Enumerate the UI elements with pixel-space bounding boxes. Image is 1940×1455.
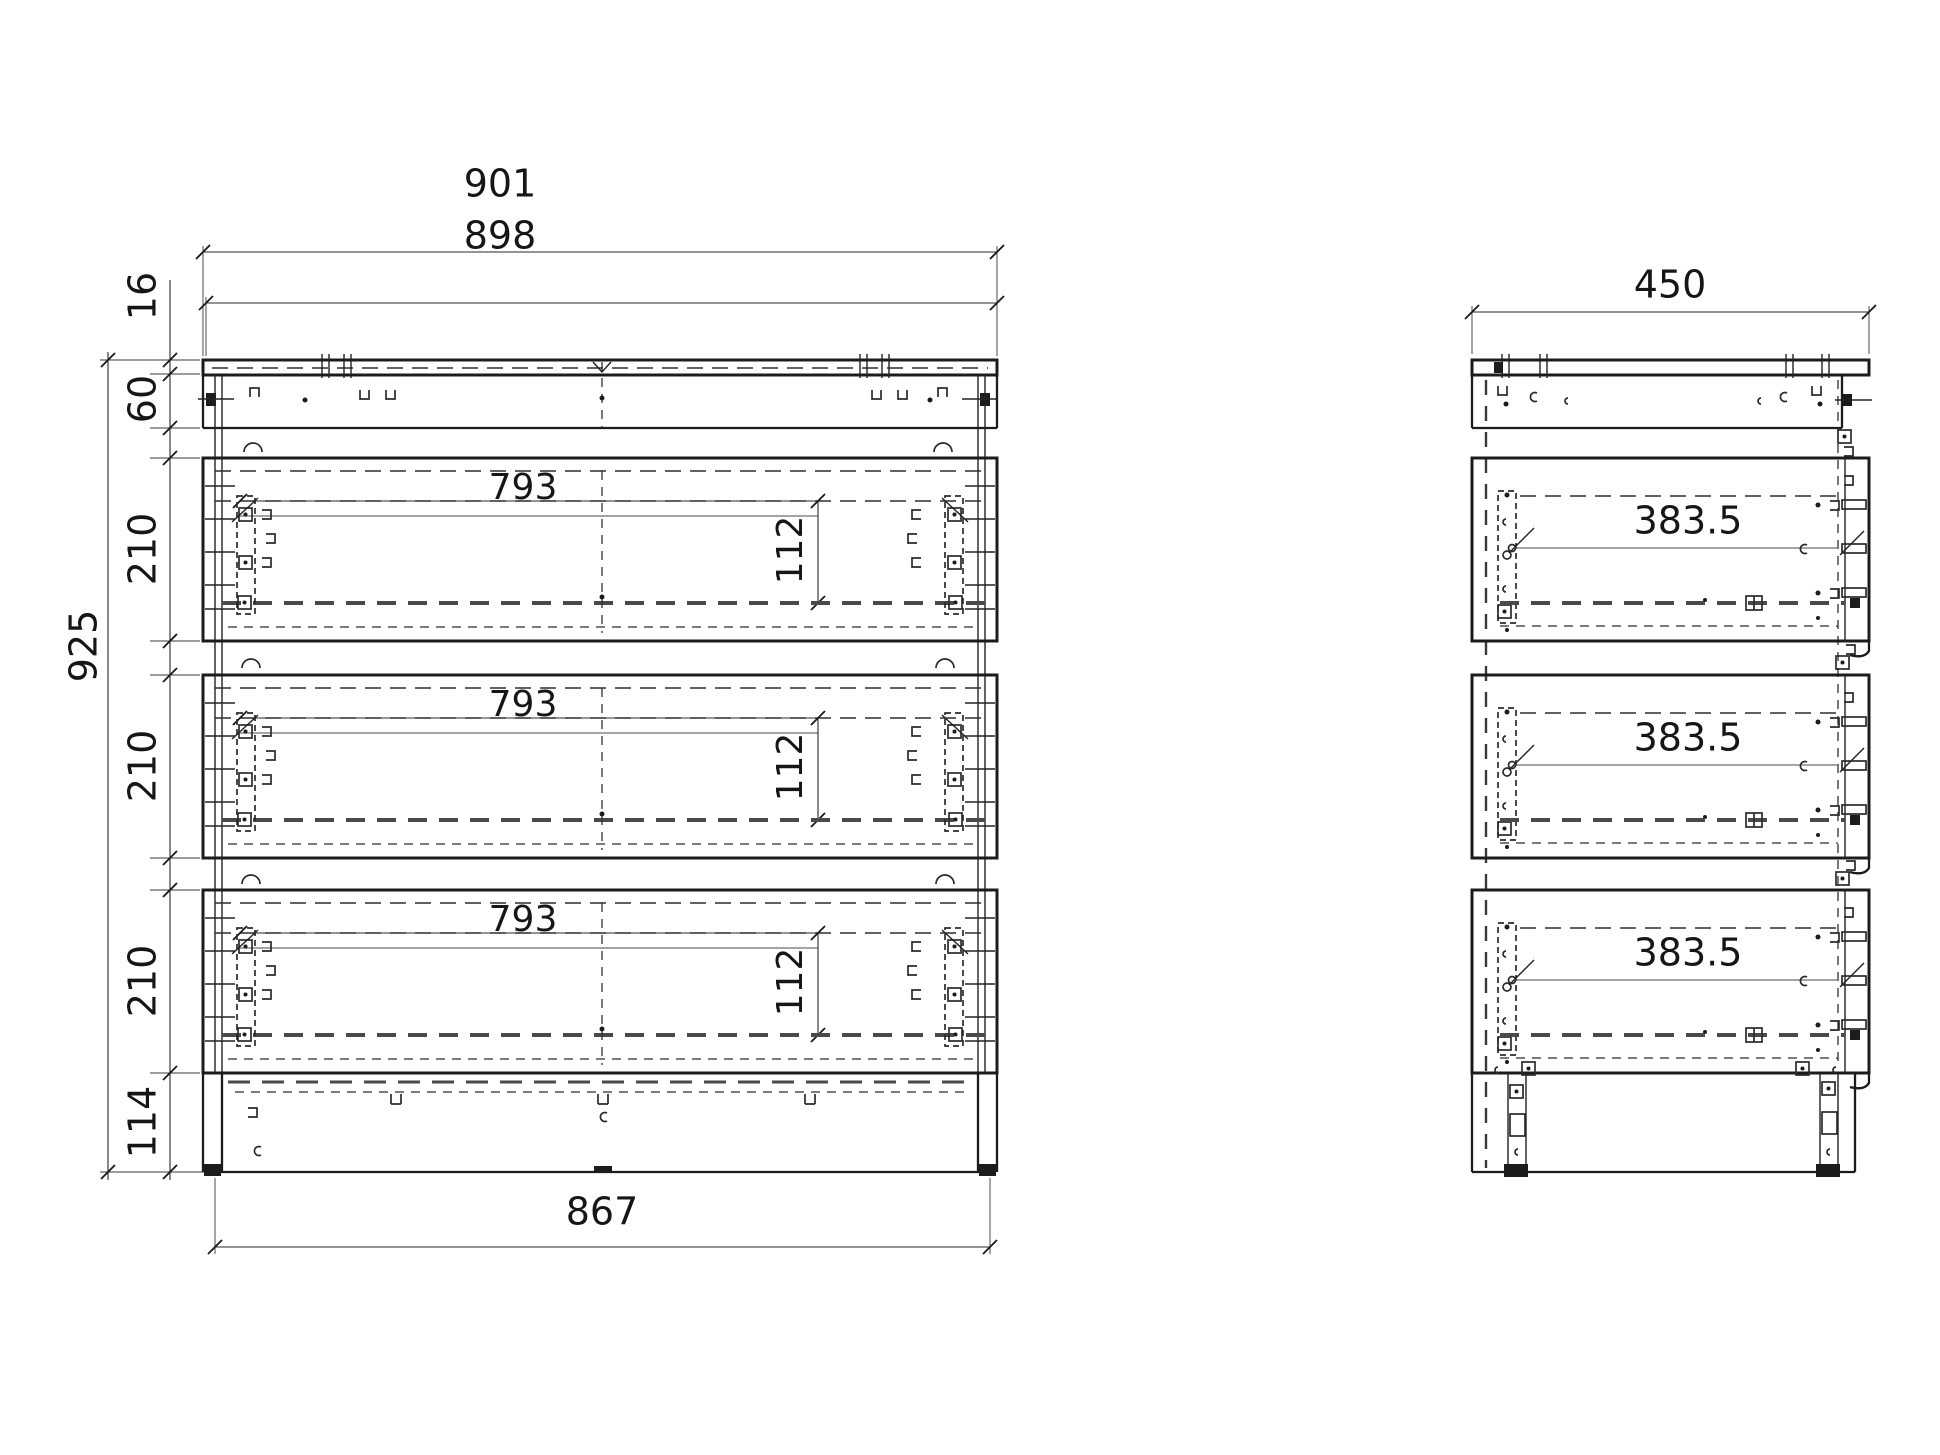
dim-drawer1-inner-height: 112 — [770, 515, 811, 585]
dim-base-width: 867 — [565, 1189, 639, 1234]
dim-drawer2-inner-width: 793 — [488, 684, 558, 725]
dim-drawer3-inner-height: 112 — [770, 947, 811, 1017]
dim-drawer3-inner-width: 793 — [488, 899, 558, 940]
dim-side-drawer1-depth: 383.5 — [1633, 498, 1743, 543]
dim-top-thickness: 16 — [120, 271, 165, 321]
dim-side-drawer2-depth: 383.5 — [1633, 715, 1743, 760]
dim-front-overall-width: 901 — [463, 161, 537, 206]
dim-rail-height: 60 — [120, 374, 165, 424]
dim-drawer1-height: 210 — [120, 512, 165, 586]
dim-drawer2-height: 210 — [120, 729, 165, 803]
dim-drawer1-inner-width: 793 — [488, 467, 558, 508]
dim-plinth-height: 114 — [120, 1085, 165, 1159]
dim-side-drawer3-depth: 383.5 — [1633, 930, 1743, 975]
dim-side-depth: 450 — [1633, 262, 1707, 307]
dim-total-height: 925 — [61, 609, 106, 683]
dim-drawer3-height: 210 — [120, 944, 165, 1018]
dim-front-top-width: 898 — [463, 213, 537, 258]
dim-drawer2-inner-height: 112 — [770, 732, 811, 802]
